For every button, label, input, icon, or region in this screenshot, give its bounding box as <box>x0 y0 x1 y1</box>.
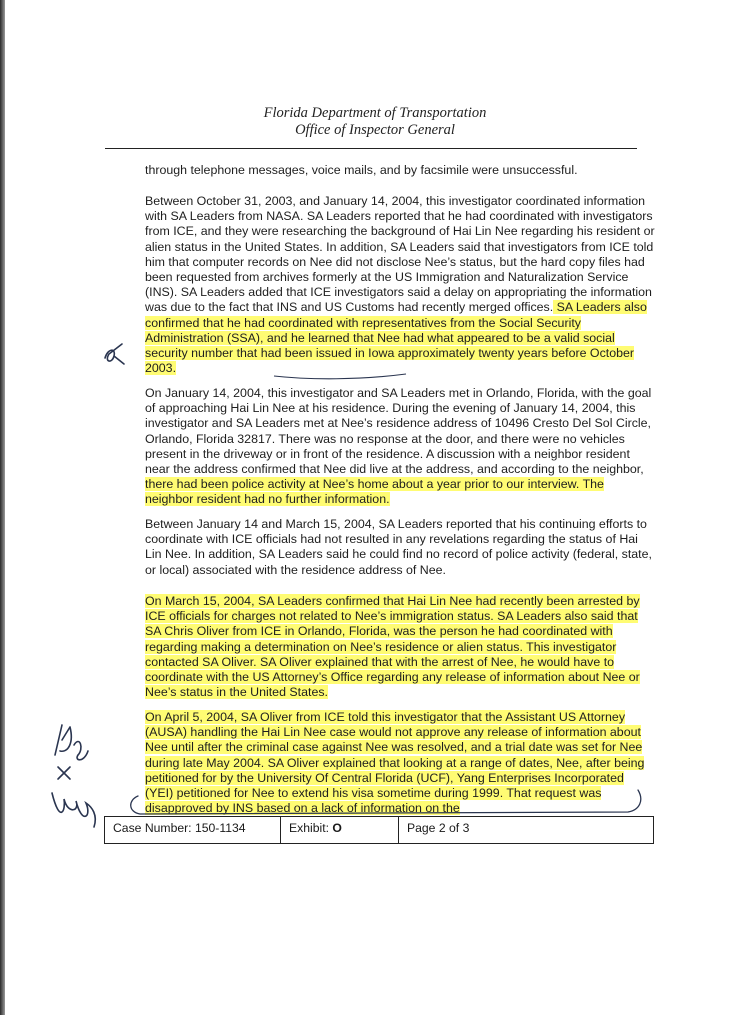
paragraph-3-text: On January 14, 2004, this investigator and SA Leaders met in Orlando, Florida, with the goal of approaching Hai Lin Nee at his residence. During the evening of January 14, 2004, this investigator and SA Leaders met at Nee’s residence address of 10496 Cresto Del Sol Circle, Orlando, Florida 32817. There was no response at the door, and there were no vehicles present in the driveway or in front of the residence. A discussion with a neighbor resident near the address confirmed that Nee did live at the address, and according to the neighbor, <box>145 386 652 477</box>
header-department: Florida Department of Transportation <box>263 105 487 121</box>
case-number-value: 150-1134 <box>194 821 246 835</box>
header-rule <box>105 148 637 149</box>
paragraph-2-text: Between October 31, 2003, and January 14, 2004, this investigator coordinated information with SA Leaders from NASA. SA Leaders reported that he had coordinated with investigators from ICE, and they were researching the background of Hai Lin Nee regarding his resident or alien status in the United States. In addition, SA Leaders said that investigators from ICE told him that computer records on Nee did not disclose Nee’s status, but the hard copy files had been requested from archives formerly at the US Immigration and Naturalization Service (INS). SA Leaders added that ICE investigators said a delay on appropriating the information was due to the fact that INS and US Customs had recently merged offices. <box>145 194 655 315</box>
paragraph-5 <box>145 594 655 700</box>
header-office: Office of Inspector General <box>295 122 455 138</box>
exhibit-label: Exhibit: <box>289 821 329 835</box>
scan-edge <box>0 0 5 1015</box>
paragraph-2 <box>145 194 655 376</box>
pen-circle-annotation <box>120 778 650 818</box>
paragraph-4: Between January 14 and March 15, 2004, SA Leaders reported that his continuing efforts to coordinate with ICE officials had not resulted in any revelations regarding the status of Hai Lin Nee. In addition, SA Leaders said he could find no record of police activity (federal, state, or local) associated with the residence address of Nee. <box>145 517 652 577</box>
exhibit-value: O <box>332 821 342 835</box>
page-number: Page 2 of 3 <box>407 821 470 835</box>
page-number-cell <box>399 817 653 843</box>
document-header <box>0 105 750 139</box>
paragraph-1: through telephone messages, voice mails, and by facsimile were unsuccessful. <box>145 163 578 177</box>
pen-underline-annotation <box>270 370 410 384</box>
paragraph-3 <box>145 386 655 508</box>
case-number-cell <box>105 817 281 843</box>
exhibit-cell <box>281 817 399 843</box>
handwritten-signature <box>40 715 110 835</box>
paragraph-5-highlight: On March 15, 2004, SA Leaders confirmed that Hai Lin Nee had recently been arrested by ICE officials for charges not related to Nee’s immigration status. SA Leaders also said that SA Chris Oliver from ICE in Orlando, Florida, was the person he had coordinated with regarding making a determination on Nee’s residence or alien status. This investigator contacted SA Oliver. SA Oliver explained that with the arrest of Nee, he would have to coordinate with the US Attorney’s Office regarding any release of information about Nee or Nee’s status in the United States. <box>145 594 640 700</box>
paragraph-6-highlight: On April 5, 2004, SA Oliver from ICE told this investigator that the Assistant US Attorney (AUSA) handling the Hai Lin Nee case would not approve any release of information about Nee until after the criminal case against Nee was resolved, and a trial date was set for Nee during late May 2004. SA Oliver explained that looking at a range of dates, Nee, after being petitioned for by the University Of Central Florida (UCF), Yang Enterprises Incorporated (YEI) petitioned for Nee to extend his visa sometime during 1999. That request was disapproved by INS based on a lack of information on the <box>145 710 645 816</box>
case-number-label: Case Number: <box>113 821 192 835</box>
margin-mark-annotation <box>100 340 130 370</box>
paragraph-2-highlight: SA Leaders also confirmed that he had coordinated with representatives from the Social Security Administration (SSA), and he learned that Nee had what appeared to be a valid social security number that had been issued in Iowa approximately twenty years before October 2003. <box>145 300 647 376</box>
footer-table <box>104 816 654 844</box>
paragraph-3-highlight: there had been police activity at Nee’s home about a year prior to our interview. The neighbor resident had no further information. <box>145 477 604 507</box>
